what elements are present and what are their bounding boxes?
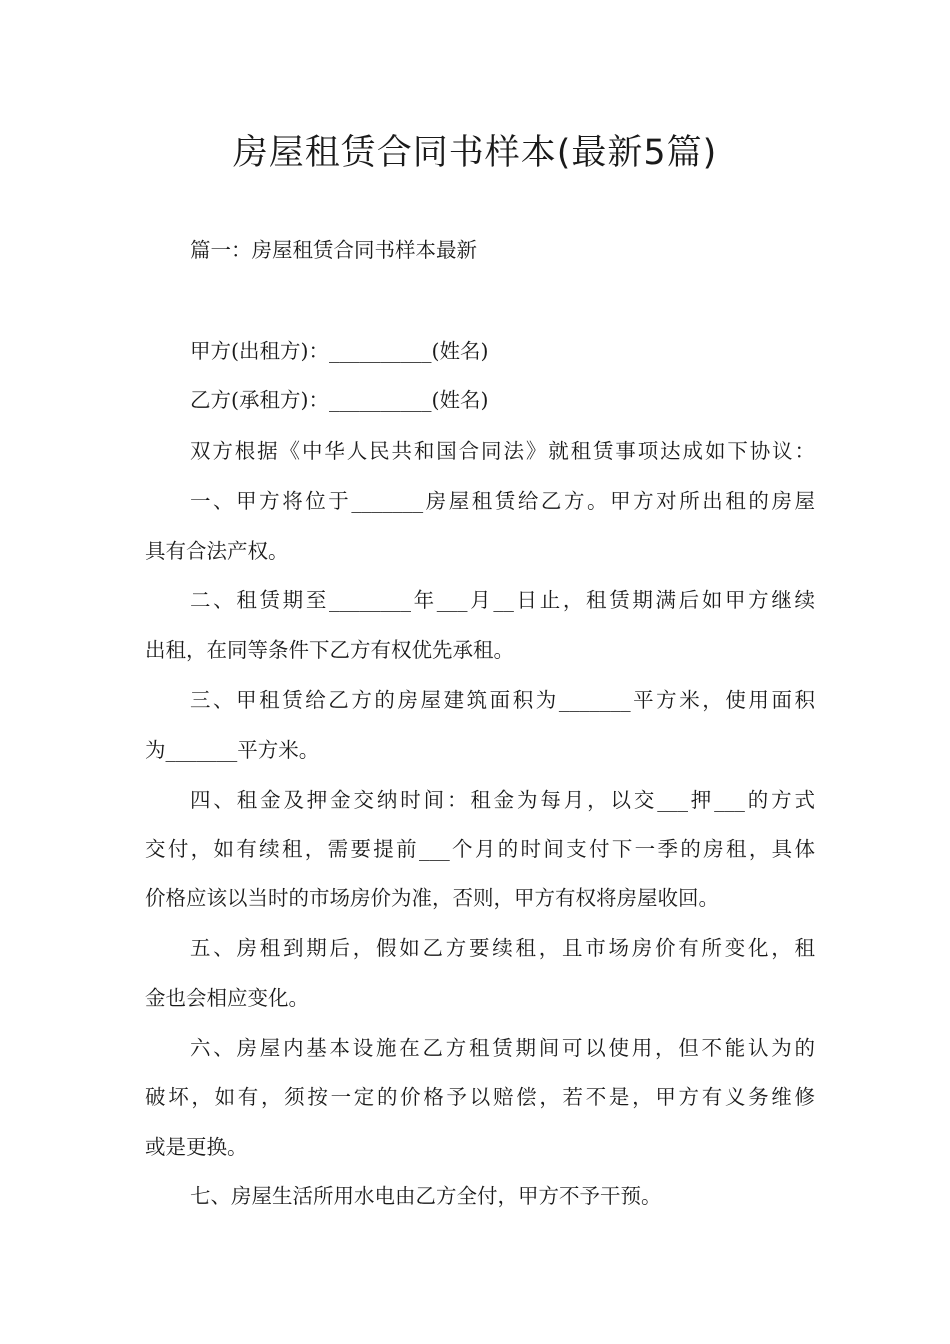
clause-4-line-3: 价格应该以当时的市场房价为准，否则，甲方有权将房屋收回。	[145, 886, 719, 910]
clause-5-line-1: 五、房租到期后，假如乙方要续租，且市场房价有所变化，租	[190, 936, 815, 960]
section-heading: 篇一：房屋租赁合同书样本最新	[190, 238, 477, 262]
party-a-line: 甲方(出租方)：__________(姓名)	[190, 339, 489, 363]
clause-3-line-2: 为_______平方米。	[145, 738, 320, 762]
clause-3-line-1: 三、甲租赁给乙方的房屋建筑面积为_______平方米，使用面积	[190, 688, 815, 712]
clause-6-line-1: 六、房屋内基本设施在乙方租赁期间可以使用，但不能认为的	[190, 1036, 815, 1060]
clause-2-line-2: 出租，在同等条件下乙方有权优先承租。	[145, 638, 514, 662]
clause-6-line-3: 或是更换。	[145, 1135, 248, 1159]
clause-6-line-2: 破坏，如有，须按一定的价格予以赔偿，若不是，甲方有义务维修	[145, 1085, 815, 1109]
agreement-intro: 双方根据《中华人民共和国合同法》就租赁事项达成如下协议：	[190, 439, 815, 463]
clause-4-line-1: 四、租金及押金交纳时间：租金为每月，以交___押___的方式	[190, 788, 815, 812]
document-title: 房屋租赁合同书样本(最新5篇)	[232, 133, 718, 173]
party-b-line: 乙方(承租方)：__________(姓名)	[190, 388, 489, 412]
clause-2-line-1: 二、租赁期至________年___月__日止，租赁期满后如甲方继续	[190, 588, 815, 612]
clause-1-line-1: 一、甲方将位于_______房屋租赁给乙方。甲方对所出租的房屋	[190, 489, 815, 513]
clause-5-line-2: 金也会相应变化。	[145, 986, 309, 1010]
clause-4-line-2: 交付，如有续租，需要提前___个月的时间支付下一季的房租，具体	[145, 837, 815, 861]
clause-1-line-2: 具有合法产权。	[145, 539, 289, 563]
clause-7-line-1: 七、房屋生活所用水电由乙方全付，甲方不予干预。	[190, 1184, 662, 1208]
